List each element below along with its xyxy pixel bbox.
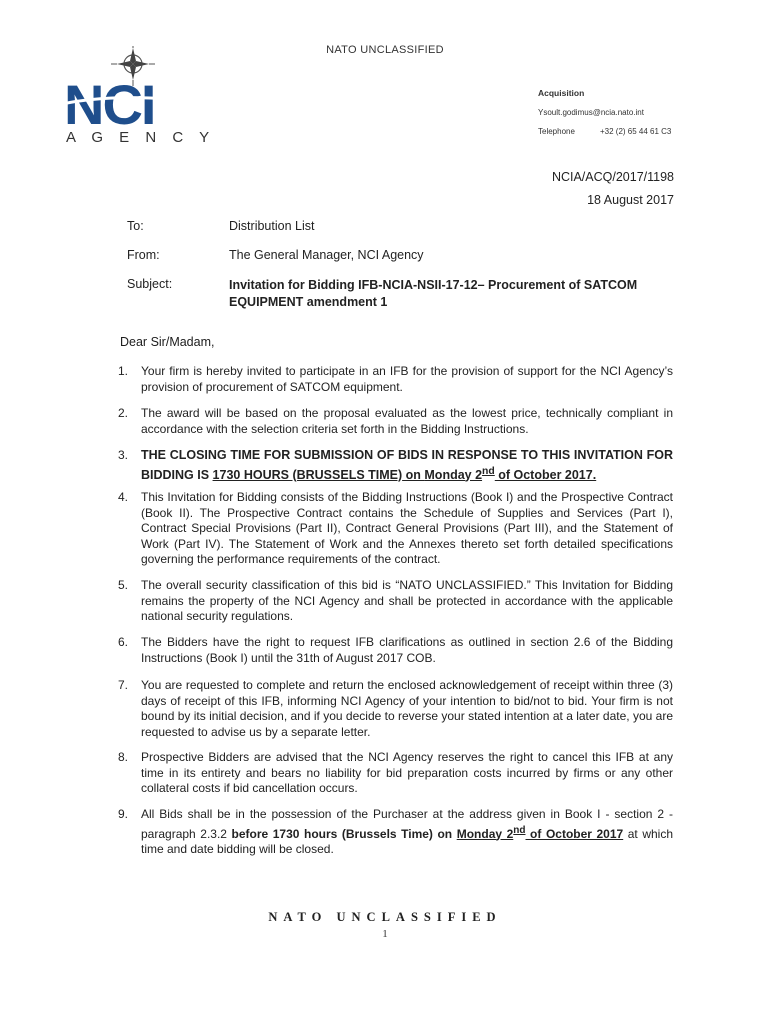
- acquisition-title: Acquisition: [538, 88, 585, 98]
- paragraph-number: 2.: [118, 406, 129, 420]
- phone-label: Telephone: [538, 127, 575, 136]
- to-row: [127, 219, 314, 233]
- paragraph-7: [118, 678, 673, 740]
- paragraph-9: [118, 807, 673, 858]
- salutation: Dear Sir/Madam,: [120, 335, 215, 349]
- paragraph-5: [118, 578, 673, 625]
- bid-possession-text: All Bids shall be in the possession of the Purchaser at the address given in Book I - section 2 - paragraph 2.3.2: [141, 807, 673, 841]
- from-row: [127, 248, 424, 262]
- footer-classification: NATO UNCLASSIFIED: [268, 910, 502, 924]
- subject-row: [127, 277, 675, 311]
- header-classification: NATO UNCLASSIFIED: [326, 44, 444, 56]
- acquisition-contact-block: [538, 84, 671, 141]
- paragraph-text: Prospective Bidders are advised that the NCI Agency reserves the right to cancel this IFB at any time in its entirety and bears no liability for bid preparation costs incurred by firms or any other collateral costs if bid cancellation occurs.: [141, 750, 673, 795]
- paragraph-1: [118, 364, 673, 395]
- subject-line-1: Invitation for Bidding IFB-NCIA-NSII-17-12– Procurement of SATCOM: [229, 278, 638, 292]
- phone-number: +32 (2) 65 44 61 C3: [600, 127, 672, 136]
- paragraph-text: The Bidders have the right to request IFB clarifications as outlined in section 2.6 of the Bidding Instructions (Book I) until the 31th of August 2017 COB.: [141, 635, 673, 665]
- paragraph-text: [141, 448, 673, 483]
- page-number: 1: [382, 928, 388, 940]
- paragraph-number: 1.: [118, 364, 129, 378]
- paragraph-8: [118, 750, 673, 797]
- letter-date: 18 August 2017: [587, 193, 674, 207]
- bid-deadline-month: of October 2017: [525, 826, 624, 841]
- bid-deadline-bold: before 1730 hours (Brussels Time) on: [231, 826, 457, 841]
- contact-phone: [538, 122, 671, 141]
- paragraph-4: [118, 490, 673, 568]
- subject-label: Subject:: [127, 277, 173, 291]
- closing-on: on: [402, 467, 425, 482]
- paragraph-number: 4.: [118, 490, 129, 504]
- paragraph-6: [118, 635, 673, 666]
- reference-number: NCIA/ACQ/2017/1198: [551, 170, 674, 184]
- reference-block: [552, 166, 674, 212]
- paragraph-2: [118, 406, 673, 437]
- paragraph-text: You are requested to complete and return the enclosed acknowledgement of receipt within three (3) days of receipt of this IFB, informing NCI Agency of your intention to bid/not to bid. Your firm is not bound by its initial decision, and if you decide to reverse your stated intention at a later date, you are requested to advise us by a separate letter.: [141, 678, 673, 739]
- paragraph-text: Your firm is hereby invited to participate in an IFB for the provision of support for the NCI Agency’s provision of procurement of SATCOM equipment.: [141, 364, 673, 394]
- paragraph-text: The award will be based on the proposal evaluated as the lowest price, technically compliant in accordance with the selection criteria set forth in the Bidding Instructions.: [141, 406, 673, 436]
- from-label: From:: [127, 248, 160, 262]
- contact-email: Ysoult.godimus@ncia.nato.int: [538, 108, 644, 117]
- paragraph-number: 9.: [118, 807, 129, 821]
- paragraph-number: 8.: [118, 750, 129, 764]
- paragraph-number: 3.: [118, 448, 129, 462]
- closing-day-suffix: nd: [482, 465, 495, 477]
- paragraph-number: 7.: [118, 678, 129, 692]
- paragraph-number: 5.: [118, 578, 129, 592]
- paragraph-text: The overall security classification of this bid is “NATO UNCLASSIFIED.” This Invitation for Bidding remains the property of the NCI Agency and shall be protected in accordance with the applicable national security regulations.: [141, 578, 673, 623]
- closing-hour: 1730 HOURS (BRUSSELS TIME): [212, 467, 403, 482]
- paragraph-3: [118, 448, 673, 483]
- paragraph-text: [141, 807, 673, 858]
- closing-time-text: THE CLOSING TIME FOR SUBMISSION OF BIDS IN RESPONSE TO THIS INVITATION FOR BIDDING IS: [141, 448, 673, 482]
- bid-deadline-suffix: nd: [513, 824, 526, 836]
- subject-line-2: EQUIPMENT amendment 1: [229, 295, 388, 309]
- from-value: The General Manager, NCI Agency: [229, 248, 424, 262]
- closing-day: Monday 2: [424, 467, 483, 482]
- subject-value: [229, 277, 675, 311]
- to-value: Distribution List: [229, 219, 315, 233]
- nci-agency-logo: [60, 46, 230, 146]
- closing-month: of October 2017.: [494, 467, 597, 482]
- logo-letters: NCI: [64, 73, 155, 136]
- bid-deadline-day: Monday 2: [456, 826, 514, 841]
- paragraph-number: 6.: [118, 635, 129, 649]
- logo-agency-text: A G E N C Y: [66, 129, 216, 146]
- paragraph-text: This Invitation for Bidding consists of the Bidding Instructions (Book I) and the Prospective Contract (Book II). The Prospective Contract contains the Schedule of Supplies and Services (Part I), Contract Special Provisions (Part II), Contract General Provisions (Part III), and the Statement of Work (Part IV). The Statement of Work and the Annexes thereto set forth detailed specifications governing the performance requirements of the contract.: [141, 490, 673, 566]
- bid-closing-text: at which time and date bidding will be closed.: [141, 826, 674, 856]
- to-label: To:: [127, 219, 144, 233]
